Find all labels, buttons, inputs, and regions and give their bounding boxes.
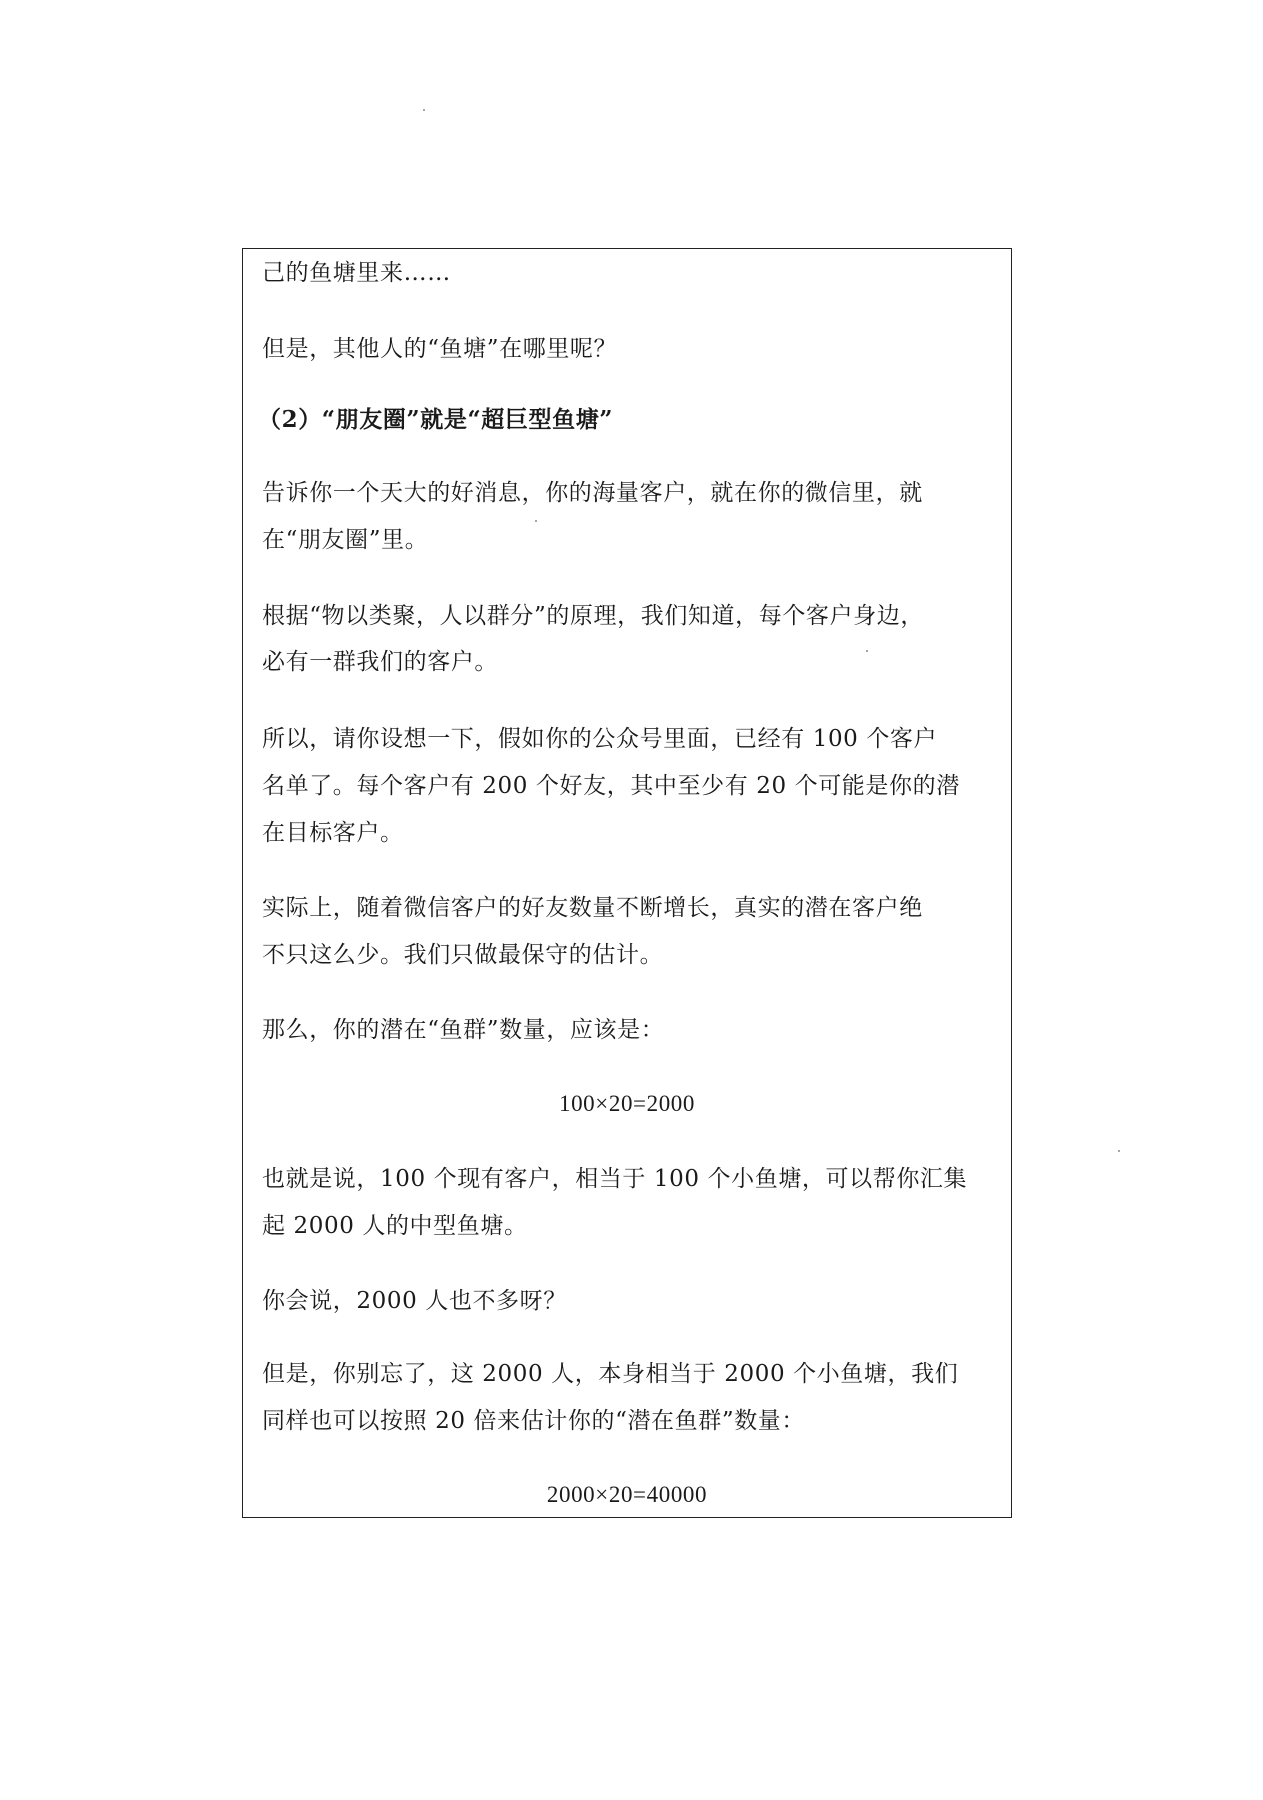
para-imagine-line-2: 名单了。每个客户有 200 个好友，其中至少有 20 个可能是你的潜	[262, 773, 960, 799]
para-but-line-1: 但是，你别忘了，这 2000 人，本身相当于 2000 个小鱼塘，我们	[262, 1361, 959, 1387]
scan-speck	[535, 520, 537, 522]
para-news-line-2: 在“朋友圈”里。	[262, 527, 429, 553]
section-heading: （2）“朋友圈”就是“超巨型鱼塘”	[258, 406, 614, 433]
para-you-say: 你会说，2000 人也不多呀？	[262, 1288, 567, 1314]
para-but-line-2: 同样也可以按照 20 倍来估计你的“潜在鱼群”数量：	[262, 1408, 806, 1434]
para-actual-line-2: 不只这么少。我们只做最保守的估计。	[262, 942, 664, 968]
para-principle-line-1: 根据“物以类聚，人以群分”的原理，我们知道，每个客户身边，	[262, 603, 924, 629]
para-meaning-line-2: 起 2000 人的中型鱼塘。	[262, 1213, 528, 1239]
scan-speck	[423, 109, 425, 111]
formula-2: 2000×20=40000	[546, 1482, 708, 1507]
question-other-ponds: 但是，其他人的“鱼塘”在哪里呢？	[262, 336, 618, 362]
formula-1: 100×20=2000	[558, 1091, 696, 1116]
para-then: 那么，你的潜在“鱼群”数量，应该是：	[262, 1017, 665, 1043]
continuation-line: 己的鱼塘里来……	[262, 260, 451, 286]
para-imagine-line-1: 所以，请你设想一下，假如你的公众号里面，已经有 100 个客户	[262, 726, 938, 752]
para-meaning-line-1: 也就是说，100 个现有客户，相当于 100 个小鱼塘，可以帮你汇集	[262, 1166, 968, 1192]
para-imagine-line-3: 在目标客户。	[262, 820, 404, 846]
para-news-line-1: 告诉你一个天大的好消息，你的海量客户，就在你的微信里，就	[262, 480, 923, 506]
scan-speck	[1118, 1150, 1120, 1152]
text-box-frame	[242, 248, 1012, 1518]
para-principle-line-2: 必有一群我们的客户。	[262, 649, 498, 675]
scan-speck	[866, 650, 868, 652]
para-actual-line-1: 实际上，随着微信客户的好友数量不断增长，真实的潜在客户绝	[262, 895, 923, 921]
